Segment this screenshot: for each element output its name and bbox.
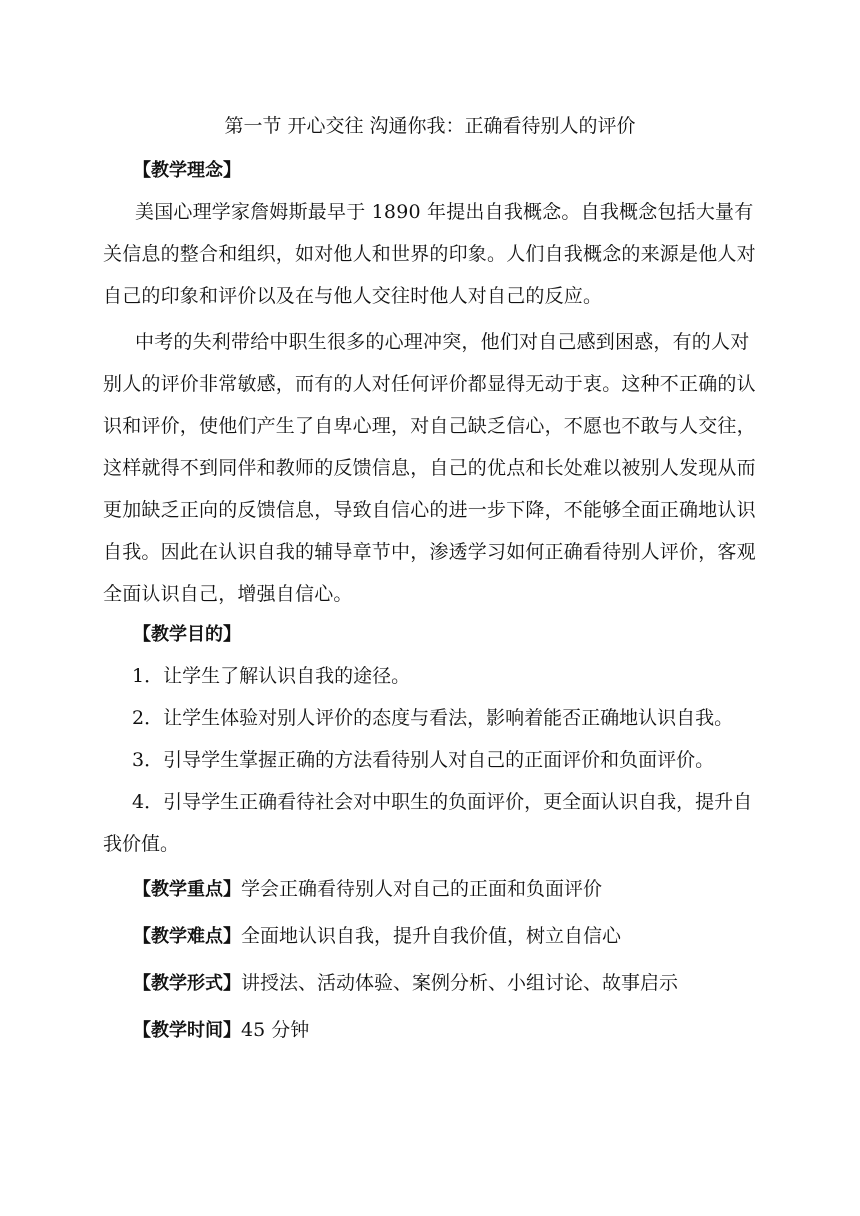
form-text: 讲授法、活动体验、案例分析、小组讨论、故事启示 [241, 972, 679, 994]
objective-item-1: 1．让学生了解认识自我的途径。 [132, 665, 411, 687]
form-line [103, 963, 765, 1004]
document-content [103, 151, 765, 1051]
time-text: 45 分钟 [241, 1019, 310, 1041]
objective-item-4: 4．引导学生正确看待社会对中职生的负面评价，更全面认识自我，提升自我价值。 [103, 791, 753, 855]
time-label: 【教学时间】 [133, 1020, 241, 1041]
section-heading-philosophy: 【教学理念】 [133, 160, 241, 181]
time-line [103, 1010, 765, 1051]
key-point-line [103, 869, 765, 910]
key-point-text: 学会正确看待别人对自己的正面和负面评价 [241, 878, 603, 900]
objective-item-2: 2．让学生体验对别人评价的态度与看法，影响着能否正确地认识自我。 [132, 707, 734, 729]
difficulty-text: 全面地认识自我，提升自我价值，树立自信心 [241, 925, 622, 947]
section-heading-objectives: 【教学目的】 [133, 624, 241, 645]
philosophy-paragraph-2: 中考的失利带给中职生很多的心理冲突，他们对自己感到困惑，有的人对别人的评价非常敏感，而有的人对任何评价都显得无动于衷。这种不正确的认识和评价，使他们产生了自卑心理，对自己缺乏信心，不愿也不敢与人交往，这样就得不到同伴和教师的反馈信息，自己的优点和长处难以被别人发现从而更加缺乏正向的反馈信息，导致自信心的进一步下降，不能够全面正确地认识自我。因此在认识自我的辅导章节中，渗透学习如何正确看待别人评价，客观全面认识自己，增强自信心。 [103, 331, 756, 605]
key-point-label: 【教学重点】 [133, 879, 241, 900]
form-label: 【教学形式】 [133, 973, 241, 994]
document-title: 第一节 开心交往 沟通你我：正确看待别人的评价 [224, 115, 636, 137]
philosophy-paragraph-1: 美国心理学家詹姆斯最早于 1890 年提出自我概念。自我概念包括大量有关信息的整合和组织，如对他人和世界的印象。人们自我概念的来源是他人对自己的印象和评价以及在与他人交往时他人对自己的反应。 [103, 201, 756, 307]
difficulty-line [103, 916, 765, 957]
objective-item-3: 3．引导学生掌握正确的方法看待别人对自己的正面评价和负面评价。 [132, 749, 715, 771]
difficulty-label: 【教学难点】 [133, 926, 241, 947]
